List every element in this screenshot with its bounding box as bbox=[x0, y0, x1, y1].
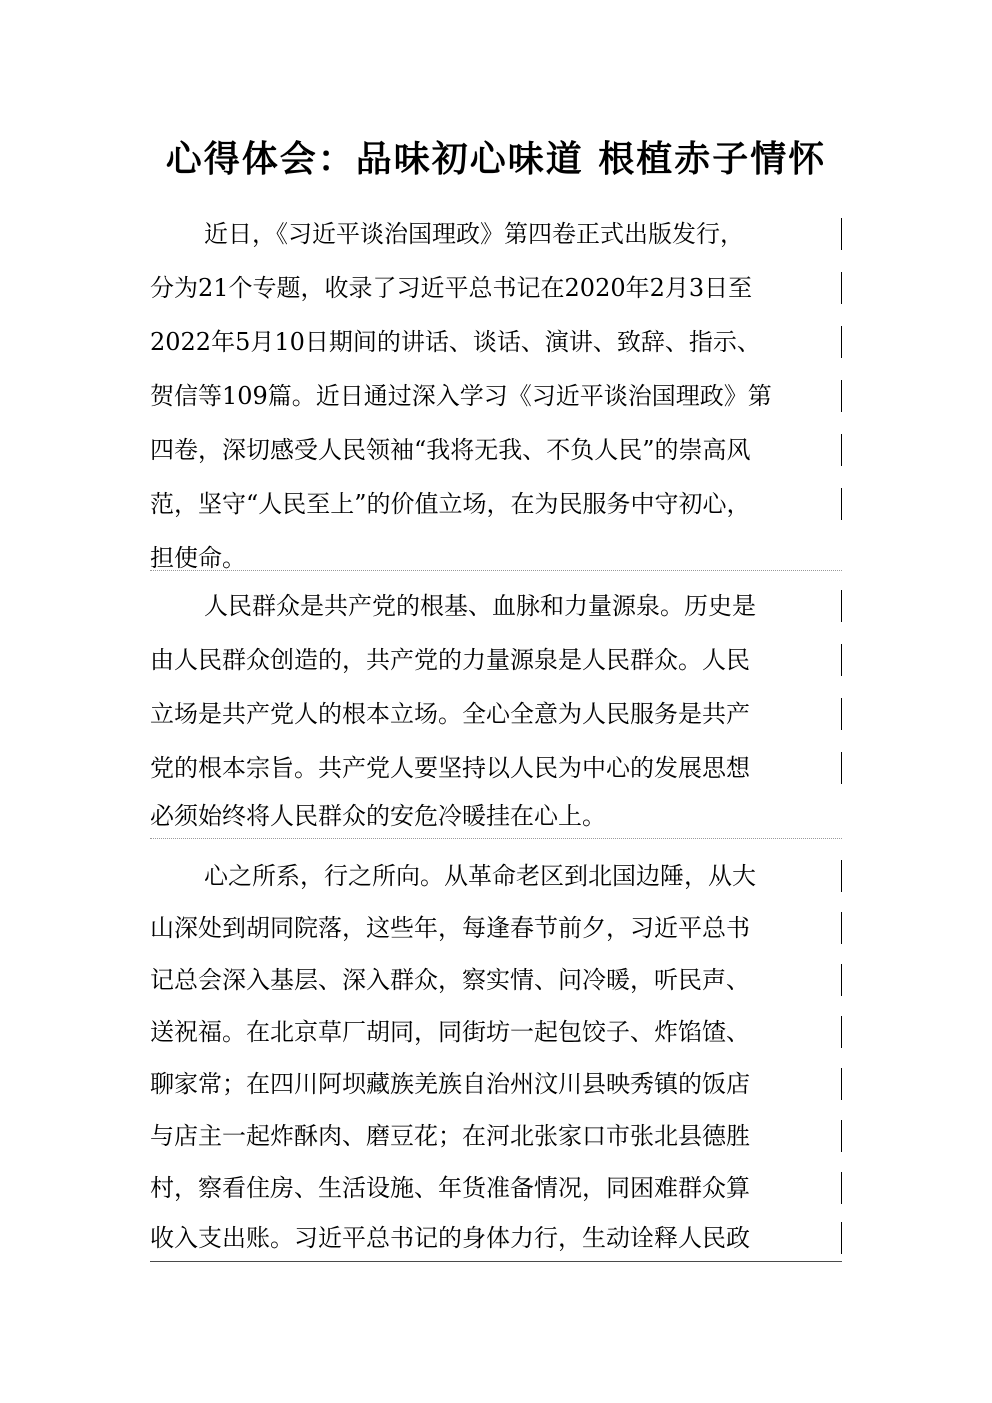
paragraph-3-line-3: 记总会深入基层、深入群众，察实情、问冷暖，听民声、 bbox=[150, 966, 750, 994]
margin-mark bbox=[841, 1222, 842, 1254]
paragraph-2-line-5: 必须始终将人民群众的安危冷暖挂在心上。 bbox=[150, 802, 606, 830]
paragraph-1-line-4: 贺信等109篇。近日通过深入学习《习近平谈治国理政》第 bbox=[150, 382, 772, 410]
margin-mark bbox=[841, 488, 842, 520]
margin-mark bbox=[841, 218, 842, 250]
paragraph-1-line-2: 分为21个专题，收录了习近平总书记在2020年2月3日至 bbox=[150, 274, 753, 302]
margin-mark bbox=[841, 590, 842, 622]
paragraph-divider bbox=[150, 838, 842, 839]
paragraph-divider bbox=[150, 570, 842, 571]
paragraph-3-line-5: 聊家常；在四川阿坝藏族羌族自治州汶川县映秀镇的饭店 bbox=[150, 1070, 750, 1098]
paragraph-1-line-7: 担使命。 bbox=[150, 544, 246, 572]
paragraph-1-line-3: 2022年5月10日期间的讲话、谈话、演讲、致辞、指示、 bbox=[150, 328, 761, 356]
margin-mark bbox=[841, 434, 842, 466]
page-bottom-rule bbox=[150, 1261, 842, 1262]
margin-mark bbox=[841, 1016, 842, 1048]
margin-mark bbox=[841, 272, 842, 304]
margin-mark bbox=[841, 698, 842, 730]
paragraph-3-line-4: 送祝福。在北京草厂胡同，同街坊一起包饺子、炸馅馇、 bbox=[150, 1018, 750, 1046]
page-title: 心得体会：品味初心味道 根植赤子情怀 bbox=[165, 139, 827, 180]
margin-mark bbox=[841, 644, 842, 676]
margin-mark bbox=[841, 1120, 842, 1152]
paragraph-1-line-5: 四卷，深切感受人民领袖“我将无我、不负人民”的崇高风 bbox=[150, 436, 751, 464]
margin-mark bbox=[841, 912, 842, 944]
paragraph-1-line-1: 近日，《习近平谈治国理政》第四卷正式出版发行， bbox=[204, 220, 744, 248]
paragraph-3-line-6: 与店主一起炸酥肉、磨豆花；在河北张家口市张北县德胜 bbox=[150, 1122, 750, 1150]
paragraph-3-line-1: 心之所系，行之所向。从革命老区到北国边陲，从大 bbox=[204, 862, 756, 890]
margin-mark bbox=[841, 860, 842, 892]
margin-mark bbox=[841, 1172, 842, 1204]
margin-mark bbox=[841, 752, 842, 784]
margin-mark bbox=[841, 964, 842, 996]
paragraph-1-line-6: 范，坚守“人民至上”的价值立场，在为民服务中守初心， bbox=[150, 490, 751, 518]
margin-mark bbox=[841, 326, 842, 358]
paragraph-2-line-4: 党的根本宗旨。共产党人要坚持以人民为中心的发展思想 bbox=[150, 754, 750, 782]
paragraph-2-line-3: 立场是共产党人的根本立场。全心全意为人民服务是共产 bbox=[150, 700, 750, 728]
margin-mark bbox=[841, 1068, 842, 1100]
paragraph-2-line-1: 人民群众是共产党的根基、血脉和力量源泉。历史是 bbox=[204, 592, 756, 620]
paragraph-2-line-2: 由人民群众创造的，共产党的力量源泉是人民群众。人民 bbox=[150, 646, 750, 674]
paragraph-3-line-8: 收入支出账。习近平总书记的身体力行，生动诠释人民政 bbox=[150, 1224, 750, 1252]
paragraph-3-line-7: 村，察看住房、生活设施、年货准备情况，同困难群众算 bbox=[150, 1174, 750, 1202]
paragraph-3-line-2: 山深处到胡同院落，这些年，每逢春节前夕，习近平总书 bbox=[150, 914, 750, 942]
margin-mark bbox=[841, 380, 842, 412]
